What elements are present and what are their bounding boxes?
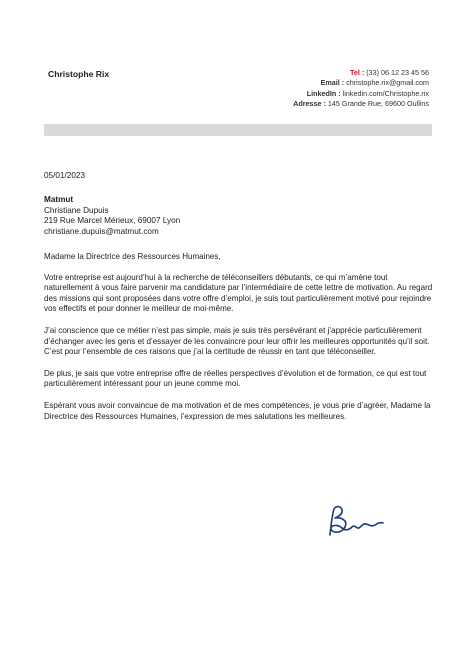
contact-phone xyxy=(293,68,429,78)
contact-block xyxy=(293,68,429,109)
recipient-person: Christiane Dupuis xyxy=(44,205,109,215)
contact-linkedin-label: LinkedIn : xyxy=(306,88,341,98)
contact-linkedin xyxy=(293,89,429,99)
letter-paragraph-3: De plus, je sais que votre entreprise offre de réelles perspectives d’évolution et de formation, ce qui est tout particulièrement intéressant pour un jeune comme moi. xyxy=(44,368,427,389)
recipient-email: christiane.dupuis@matmut.com xyxy=(44,226,159,236)
contact-phone-label: Tel : xyxy=(350,68,365,77)
contact-linkedin-value: linkedin.com/Christophe.rix xyxy=(340,88,429,98)
contact-address xyxy=(293,99,429,109)
letter-greeting: Madame la Directrice des Ressources Humaines, xyxy=(44,252,221,261)
letter-paragraph-1: Votre entreprise est aujourd’hui à la recherche de téléconseillers débutants, ce qui m’amène tout naturellement à vous faire parvenir ma candidature par l’intermédiaire de cette lettre de motivation. Au regard des missions qui sont proposées dans votre offre d’emploi, je suis tout particulièrement motivé pour rejoindre vos effectifs et pour donner le meilleur de moi-même. xyxy=(44,272,433,314)
header-divider xyxy=(44,124,432,136)
recipient-address: 219 Rue Marcel Mérieux, 69007 Lyon xyxy=(44,216,181,226)
recipient-block xyxy=(44,195,180,237)
letter-date: 05/01/2023 xyxy=(44,171,85,180)
letter-paragraph-4: Espérant vous avoir convaincue de ma motivation et de mes compétences, je vous prie d’agréer, Madame la Directrice des Ressources Humaines, l’expression de mes salutations les meilleures. xyxy=(44,400,431,421)
handwritten-signature-icon xyxy=(322,503,388,544)
contact-email-value: christophe.rix@gmail.com xyxy=(344,78,429,88)
recipient-company: Matmut xyxy=(44,195,74,204)
contact-address-label: Adresse : xyxy=(293,98,326,108)
contact-address-value: 145 Grande Rue, 69600 Oullins xyxy=(325,98,429,108)
contact-phone-value: (33) 06 12 23 45 56 xyxy=(364,68,429,77)
contact-email-label: Email : xyxy=(320,78,345,88)
letter-paragraph-2: J’ai conscience que ce métier n’est pas simple, mais je suis très persévérant et j’apprécie particulièrement d’échanger avec les gens et d’essayer de les convaincre pour leur offrir les meilleures opportunités qu’il soit. C’est pour l’ensemble de ces raisons que j’ai la certitude de réussir en tant que téléconseiller. xyxy=(44,325,430,357)
sender-name: Christophe Rix xyxy=(48,69,110,79)
contact-email xyxy=(293,78,429,88)
letter-body xyxy=(44,252,436,433)
